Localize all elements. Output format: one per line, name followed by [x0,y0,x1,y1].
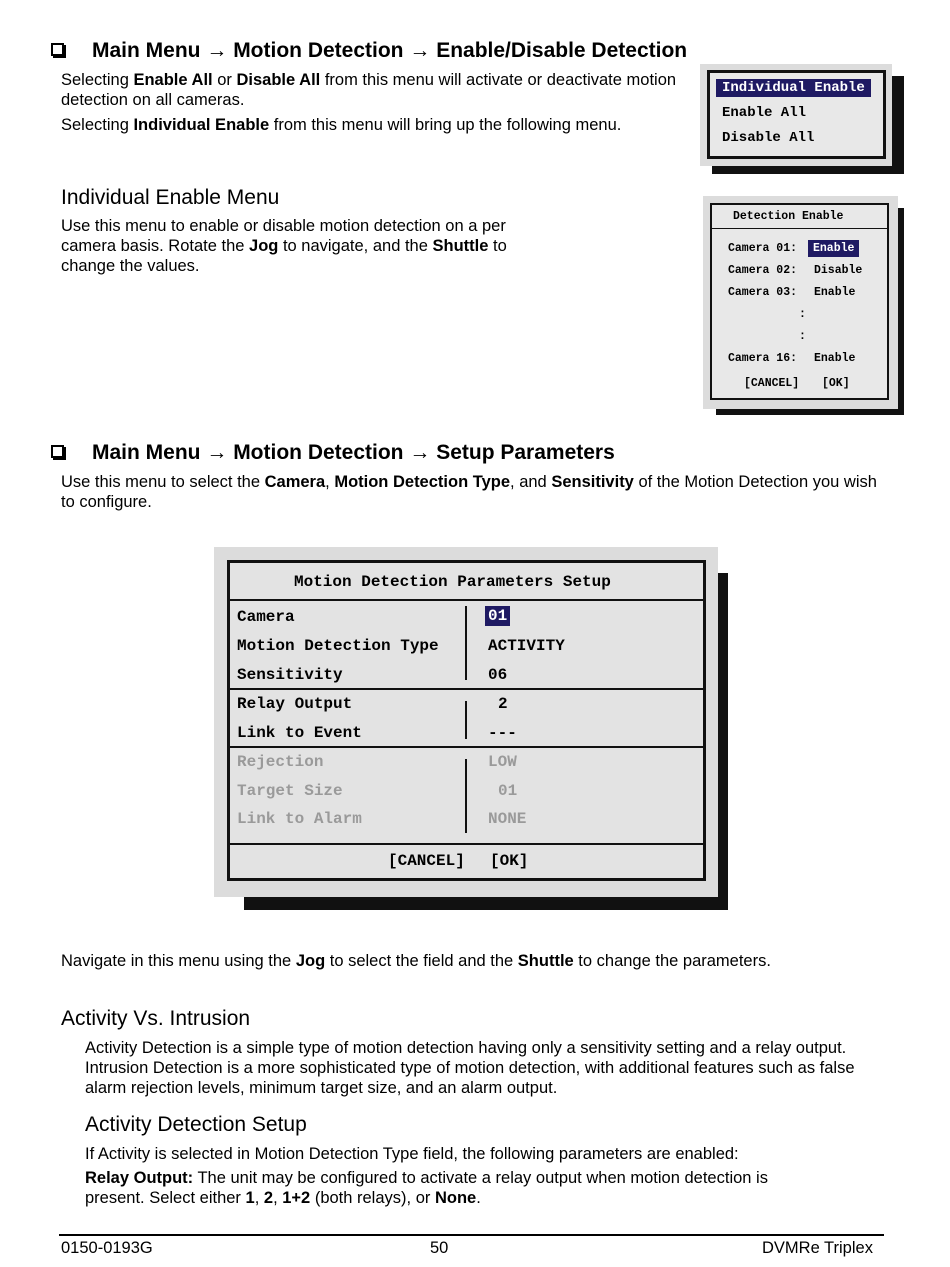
bold-term: Enable All [133,71,213,89]
arrow-icon: → [409,39,431,62]
text-run: from this menu will activate or deactivate motion detection on all cameras. [61,71,677,109]
text-run: Use this menu to enable or disable motion detection on a per camera basis. Rotate the [61,217,506,255]
footer-doc-number: 0150-0193G [61,1239,153,1257]
divider [229,746,704,748]
motion-type-label: Motion Detection Type [237,637,439,655]
text-run: . [476,1189,481,1207]
heading-part: Enable/Disable Detection [436,39,688,62]
camera-label: Camera 03: [728,286,798,299]
text-run: Selecting [61,116,134,134]
camera-03-value[interactable]: Enable [814,286,856,299]
setup-parameters-description [61,472,881,512]
bold-term: 2 [263,1189,274,1207]
ok-button[interactable]: [OK] [822,377,850,390]
section-heading-setup-parameters [92,441,615,465]
text-run: to change the values. [61,237,507,275]
camera-01-value[interactable]: Enable [808,240,859,257]
bold-term: Relay Output: [85,1169,194,1187]
individual-enable-description [61,216,541,276]
target-size-label: Target Size [237,782,343,800]
relay-output-paragraph [85,1168,830,1208]
bold-term: Camera [264,473,326,491]
bold-term: Jog [249,237,279,255]
camera-label: Camera 16: [728,352,798,365]
divider [229,688,704,690]
setup-cancel-button[interactable]: [CANCEL] [388,852,465,870]
text-run: Use this menu to select the [61,473,265,491]
detection-enable-frame [710,203,889,400]
activity-vs-intrusion-paragraph: Activity Detection is a simple type of motion detection having only a sensitivity setting and a relay output. Intrusion Detection is a more sophisticated type of motion detection, with additional features such as false alarm rejection levels, minimum target size, and an alarm output. [85,1039,855,1097]
text-run: The unit may be configured to activate a relay output when motion detection is present. Select either [85,1169,768,1207]
link-to-event-label: Link to Event [237,724,362,742]
camera-label: Camera 01: [728,242,798,255]
cancel-button[interactable]: [CANCEL] [744,377,800,390]
column-divider [465,606,467,680]
link-to-event-value[interactable]: --- [488,724,517,742]
text-run: to select the field and the [325,952,518,970]
menu-item-enable-all[interactable]: Enable All [722,105,807,121]
text-run: (both relays), or [310,1189,435,1207]
rejection-value: LOW [488,753,517,771]
heading-part: Setup Parameters [436,441,615,464]
activity-vs-intrusion-heading: Activity Vs. Intrusion [61,1007,251,1030]
footer-rule [59,1234,884,1236]
arrow-icon: → [206,441,228,464]
relay-output-label: Relay Output [237,695,353,713]
setup-title: Motion Detection Parameters Setup [294,573,611,591]
individual-enable-paragraph [61,115,691,135]
link-to-alarm-value: NONE [488,810,527,828]
enable-all-paragraph [61,70,681,110]
heading-part: Motion Detection [233,441,404,464]
text-run: , [273,1189,283,1207]
sensitivity-label: Sensitivity [237,666,343,684]
detection-enable-title: Detection Enable [733,210,844,223]
menu-item-individual-enable[interactable]: Individual Enable [716,79,871,97]
text-run: to change the parameters. [573,952,771,970]
heading-part: Main Menu [92,441,201,464]
heading-part: Main Menu [92,39,201,62]
motion-type-value[interactable]: ACTIVITY [488,637,565,655]
relay-output-value[interactable]: 2 [498,695,508,713]
bold-term: None [434,1189,477,1207]
camera-02-value[interactable]: Disable [814,264,863,277]
camera-label: Camera 02: [728,264,798,277]
bold-term: Shuttle [432,237,489,255]
individual-enable-heading: Individual Enable Menu [61,186,280,209]
ellipsis-colon: : [799,330,806,343]
text-run: of the Motion Detection you wish to configure. [61,473,877,511]
text-run: , and [510,473,552,491]
checkbox-bullet-icon [51,445,64,458]
bold-term: Disable All [236,71,321,89]
text-run: , [254,1189,264,1207]
bold-term: Jog [295,952,326,970]
bold-term: Motion Detection Type [334,473,511,491]
bold-term: 1+2 [282,1189,311,1207]
activity-setup-heading: Activity Detection Setup [85,1113,307,1136]
sensitivity-value[interactable]: 06 [488,666,508,684]
text-run: Navigate in this menu using the [61,952,296,970]
ellipsis-colon: : [799,308,806,321]
heading-part: Motion Detection [233,39,404,62]
text-run: to navigate, and the [278,237,433,255]
arrow-icon: → [409,441,431,464]
bold-term: Individual Enable [133,116,270,134]
text-run: from this menu will bring up the following menu. [269,116,622,134]
text-run: Selecting [61,71,134,89]
target-size-value: 01 [498,782,518,800]
footer-page-number: 50 [430,1239,449,1257]
section-heading-enable-disable [92,39,687,63]
camera-field-value[interactable]: 01 [485,606,510,626]
link-to-alarm-label: Link to Alarm [237,810,362,828]
camera-field-label: Camera [237,608,295,626]
divider [229,843,704,845]
navigate-paragraph [61,951,901,971]
bold-term: Shuttle [517,952,574,970]
arrow-icon: → [206,39,228,62]
camera-16-value[interactable]: Enable [814,352,856,365]
bold-term: Sensitivity [551,473,634,491]
activity-setup-paragraph: If Activity is selected in Motion Detection Type field, the following parameters are enabled: [85,1145,739,1163]
column-divider [465,759,467,833]
column-divider [465,701,467,739]
bold-term: 1 [245,1189,255,1207]
checkbox-bullet-icon [51,43,64,56]
text-run: or [212,71,237,89]
text-run: , [325,473,335,491]
divider [229,599,704,601]
footer-product-name: DVMRe Triplex [762,1239,873,1257]
divider [712,228,887,229]
rejection-label: Rejection [237,753,324,771]
setup-ok-button[interactable]: [OK] [490,852,529,870]
menu-item-disable-all[interactable]: Disable All [722,130,815,146]
